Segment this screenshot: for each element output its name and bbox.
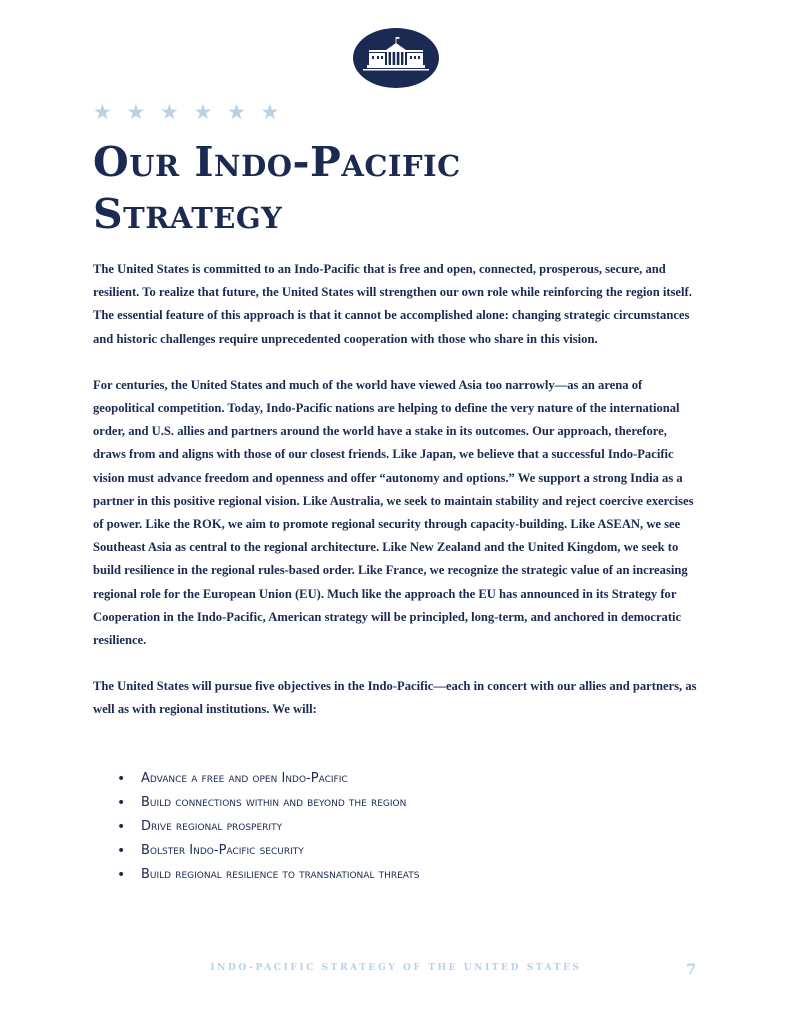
paragraph-objectives-intro: The United States will pursue five objectives in the Indo-Pacific—each in concert with our allies and partners, as well as with regional institutions. We will: bbox=[93, 679, 697, 717]
page-title-line-2: Strategy bbox=[93, 190, 283, 238]
footer-title: INDO-PACIFIC STRATEGY OF THE UNITED STATES bbox=[210, 963, 582, 973]
page-title-line-1: Our Indo-Pacific bbox=[93, 138, 461, 186]
page-title bbox=[93, 136, 461, 240]
list-item: • Build regional resilience to transnational threats bbox=[93, 863, 419, 887]
page-number: 7 bbox=[686, 962, 696, 978]
list-item: • Bolster Indo-Pacific security bbox=[93, 839, 419, 863]
list-item: • Build connections within and beyond the region bbox=[93, 791, 419, 815]
white-house-icon bbox=[353, 28, 439, 88]
paragraph-history: For centuries, the United States and much of the world have viewed Asia too narrowly—as an arena of geopolitical competition. Today, Indo-Pacific nations are helping to define the very nature of the international order, and U.S. allies and partners around the world have a stake in its outcomes. Our approach, therefore, draws from and aligns with those of our closest friends. Like Japan, we believe that a successful Indo-Pacific vision must advance freedom and openness and offer “autonomy and options.” We support a strong India as a partner in this positive regional vision. Like Australia, we seek to maintain stability and reject coercive exercises of power. Like the ROK, we aim to promote regional security through capacity-building. Like ASEAN, we see Southeast Asia as central to the regional architecture. Like New Zealand and the United Kingdom, we seek to build resilience in the regional rules-based order. Like France, we recognize the strategic value of an increasing regional role for the European Union (EU). Much like the approach the EU has announced in its Strategy for Cooperation in the Indo-Pacific, American strategy will be principled, long-term, and anchored in democratic resilience. bbox=[93, 377, 694, 648]
objectives-list bbox=[93, 767, 419, 887]
list-item: • Drive regional prosperity bbox=[93, 815, 419, 839]
decorative-stars: ★ ★ ★ ★ ★ ★ bbox=[93, 100, 284, 124]
list-item: • Advance a free and open Indo-Pacific bbox=[93, 767, 419, 791]
body-text bbox=[93, 258, 699, 745]
paragraph-intro: The United States is committed to an Indo-Pacific that is free and open, connected, prosperous, secure, and resilient. To realize that future, the United States will strengthen our own role while reinforcing the region itself. The essential feature of this approach is that it cannot be accomplished alone: changing strategic circumstances and historic challenges require unprecedented cooperation with those who share in this vision. bbox=[93, 262, 692, 346]
